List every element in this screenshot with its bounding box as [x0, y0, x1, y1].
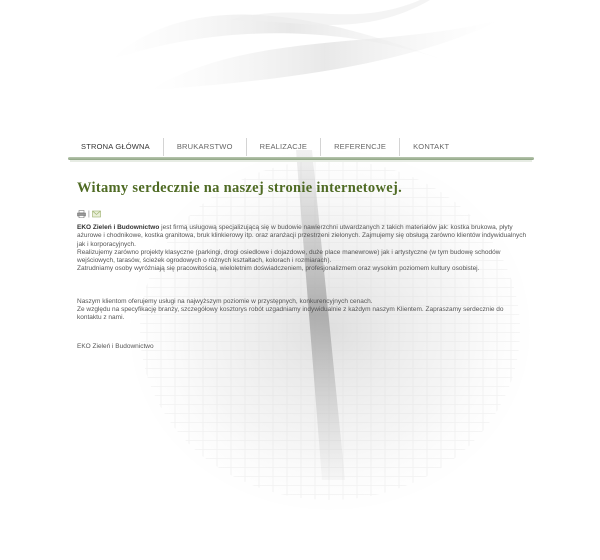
nav-item-brukarstwo[interactable]: BRUKARSTWO — [164, 138, 247, 156]
main-content — [77, 180, 527, 351]
paragraph-projects: Realizujemy zarówno projekty klasyczne (parkingi, drogi osiedlowe i dojazdowe, duże place manewrowe) jak i artystyczne (w tym budowę schodów wejściowych, tarasów, ścieżek ogrodowych o różnych kształtach, kolorach i rozmiarach). — [77, 248, 501, 265]
paragraph-offer: Naszym klientom oferujemy usługi na najwyższym poziomie w przystępnych, konkurencyjnych cenach. — [77, 297, 373, 305]
paragraph-intro-text: jest firmą usługową specjalizującą się w budowie nawierzchni utwardzanych z takich materiałów jak: kostka brukowa, płyty ażurowe i chodnikowe, kostka granitowa, bruk klinkierowy itp. oraz aranżacji przestrzeni zielonych. Zajmujemy się obsługą zarówno klientów indywidualnych jak i korporacyjnych. — [77, 224, 527, 248]
article-body — [77, 224, 527, 351]
nav-item-kontakt[interactable]: KONTAKT — [413, 142, 450, 151]
article-tools — [77, 209, 527, 219]
paragraph-intro — [77, 224, 527, 249]
paragraph-staff: Zatrudniamy osoby wyróżniają się pracowitością, wieloletnim doświadczeniem, profesjonalizmem oraz wysokim poziomem kultury osobistej. — [77, 265, 480, 273]
tools-separator: | — [88, 210, 90, 218]
email-icon[interactable] — [92, 210, 101, 218]
nav-item-referencje[interactable]: REFERENCJE — [321, 138, 400, 156]
paragraph-contact: Ze względu na specyfikację branży, szczegółowy kosztorys robót uzgadniamy indywidualnie z każdym naszym Klientem. Zapraszamy serdecznie do kontaktu z nami. — [77, 306, 504, 322]
print-icon[interactable] — [77, 210, 86, 218]
company-name: EKO Zieleń i Budownictwo — [77, 224, 160, 231]
nav-underline-shadow — [70, 160, 532, 162]
signature: EKO Zieleń i Budownictwo — [77, 342, 154, 350]
page-title: Witamy serdecznie na naszej stronie internetowej. — [77, 180, 403, 196]
nav-item-strona-glowna[interactable]: STRONA GŁÓWNA — [68, 138, 164, 156]
nav-item-realizacje[interactable]: REALIZACJE — [247, 138, 321, 156]
